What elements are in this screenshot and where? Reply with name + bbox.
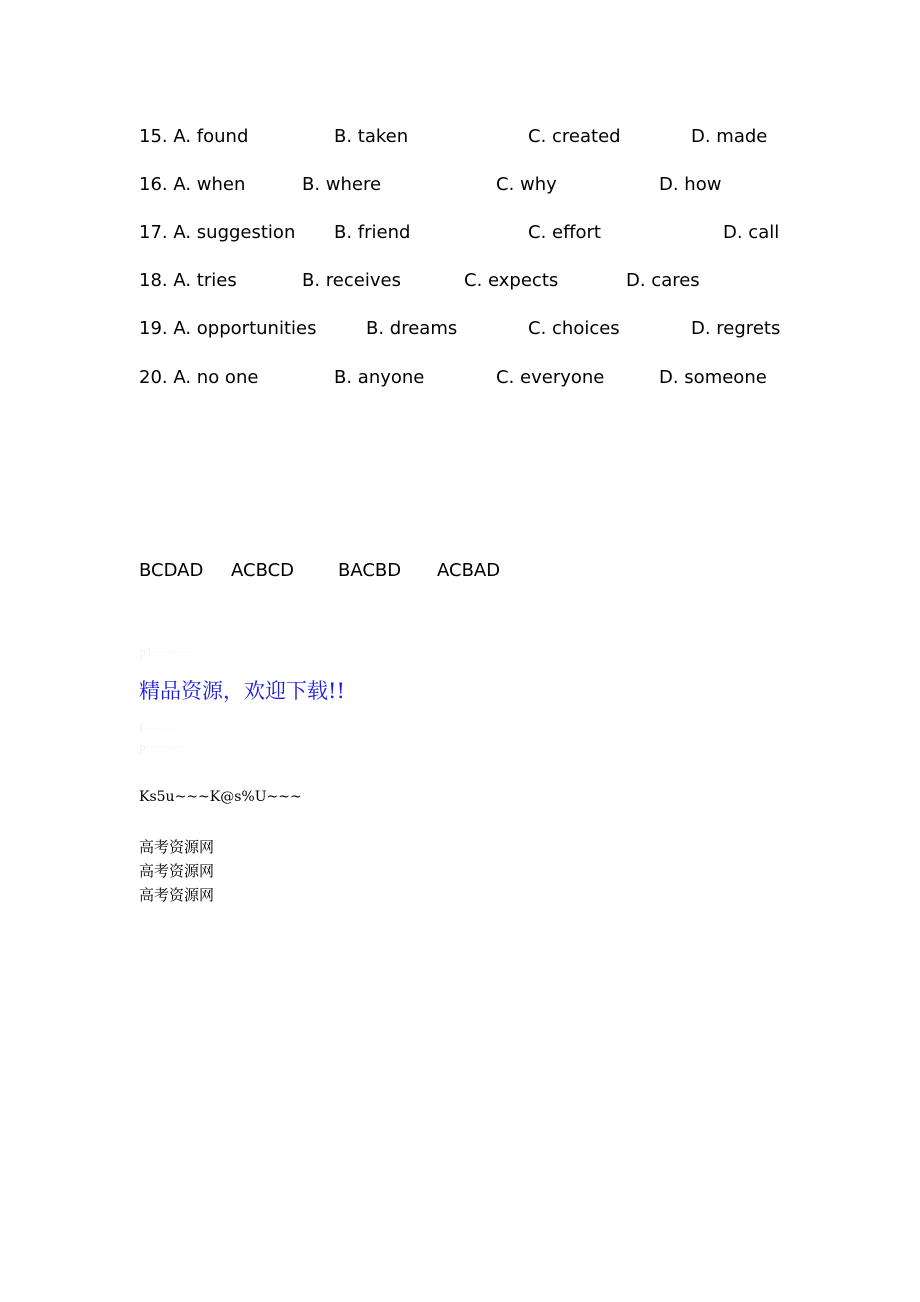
option-d: D. cares (626, 270, 700, 291)
option-d: D. how (659, 174, 722, 195)
question-20 (0, 363, 920, 393)
option-b: B. receives (302, 270, 401, 291)
answer-group-3: BACBD (338, 560, 402, 581)
question-18 (0, 266, 920, 296)
option-a: 18. A. tries (139, 270, 237, 291)
option-b: B. taken (334, 126, 409, 147)
question-15 (0, 122, 920, 152)
answer-group-1: BCDAD (139, 560, 204, 581)
faint-text-line: p··········· (139, 741, 185, 754)
option-c: C. why (496, 174, 557, 195)
answer-key (0, 556, 920, 586)
option-c: C. created (528, 126, 621, 147)
option-a: 19. A. opportunities (139, 318, 317, 339)
faint-text-line: p1··········· (139, 646, 192, 659)
site-name-line: 高考资源网 (139, 862, 215, 880)
option-b: B. anyone (334, 367, 425, 388)
promo-banner: 精品资源，欢迎下载!! (139, 679, 345, 703)
site-name-line: 高考资源网 (139, 886, 215, 904)
site-name-line: 高考资源网 (139, 838, 215, 856)
option-b: B. friend (334, 222, 411, 243)
option-d: D. regrets (691, 318, 781, 339)
option-a: 15. A. found (139, 126, 249, 147)
option-b: B. dreams (366, 318, 458, 339)
option-c: C. choices (528, 318, 620, 339)
option-c: C. effort (528, 222, 601, 243)
option-d: D. someone (659, 367, 767, 388)
watermark-text: Ks5u~~~K@s%U~~~ (139, 789, 302, 805)
question-16 (0, 170, 920, 200)
question-17 (0, 218, 920, 248)
option-d: D. made (691, 126, 768, 147)
option-b: B. where (302, 174, 382, 195)
question-19 (0, 314, 920, 344)
answer-group-4: ACBAD (437, 560, 501, 581)
faint-text-line: f········· (139, 722, 175, 735)
option-c: C. expects (464, 270, 559, 291)
option-d: D. call (723, 222, 780, 243)
option-c: C. everyone (496, 367, 605, 388)
answer-group-2: ACBCD (231, 560, 295, 581)
option-a: 16. A. when (139, 174, 246, 195)
option-a: 20. A. no one (139, 367, 259, 388)
option-a: 17. A. suggestion (139, 222, 296, 243)
